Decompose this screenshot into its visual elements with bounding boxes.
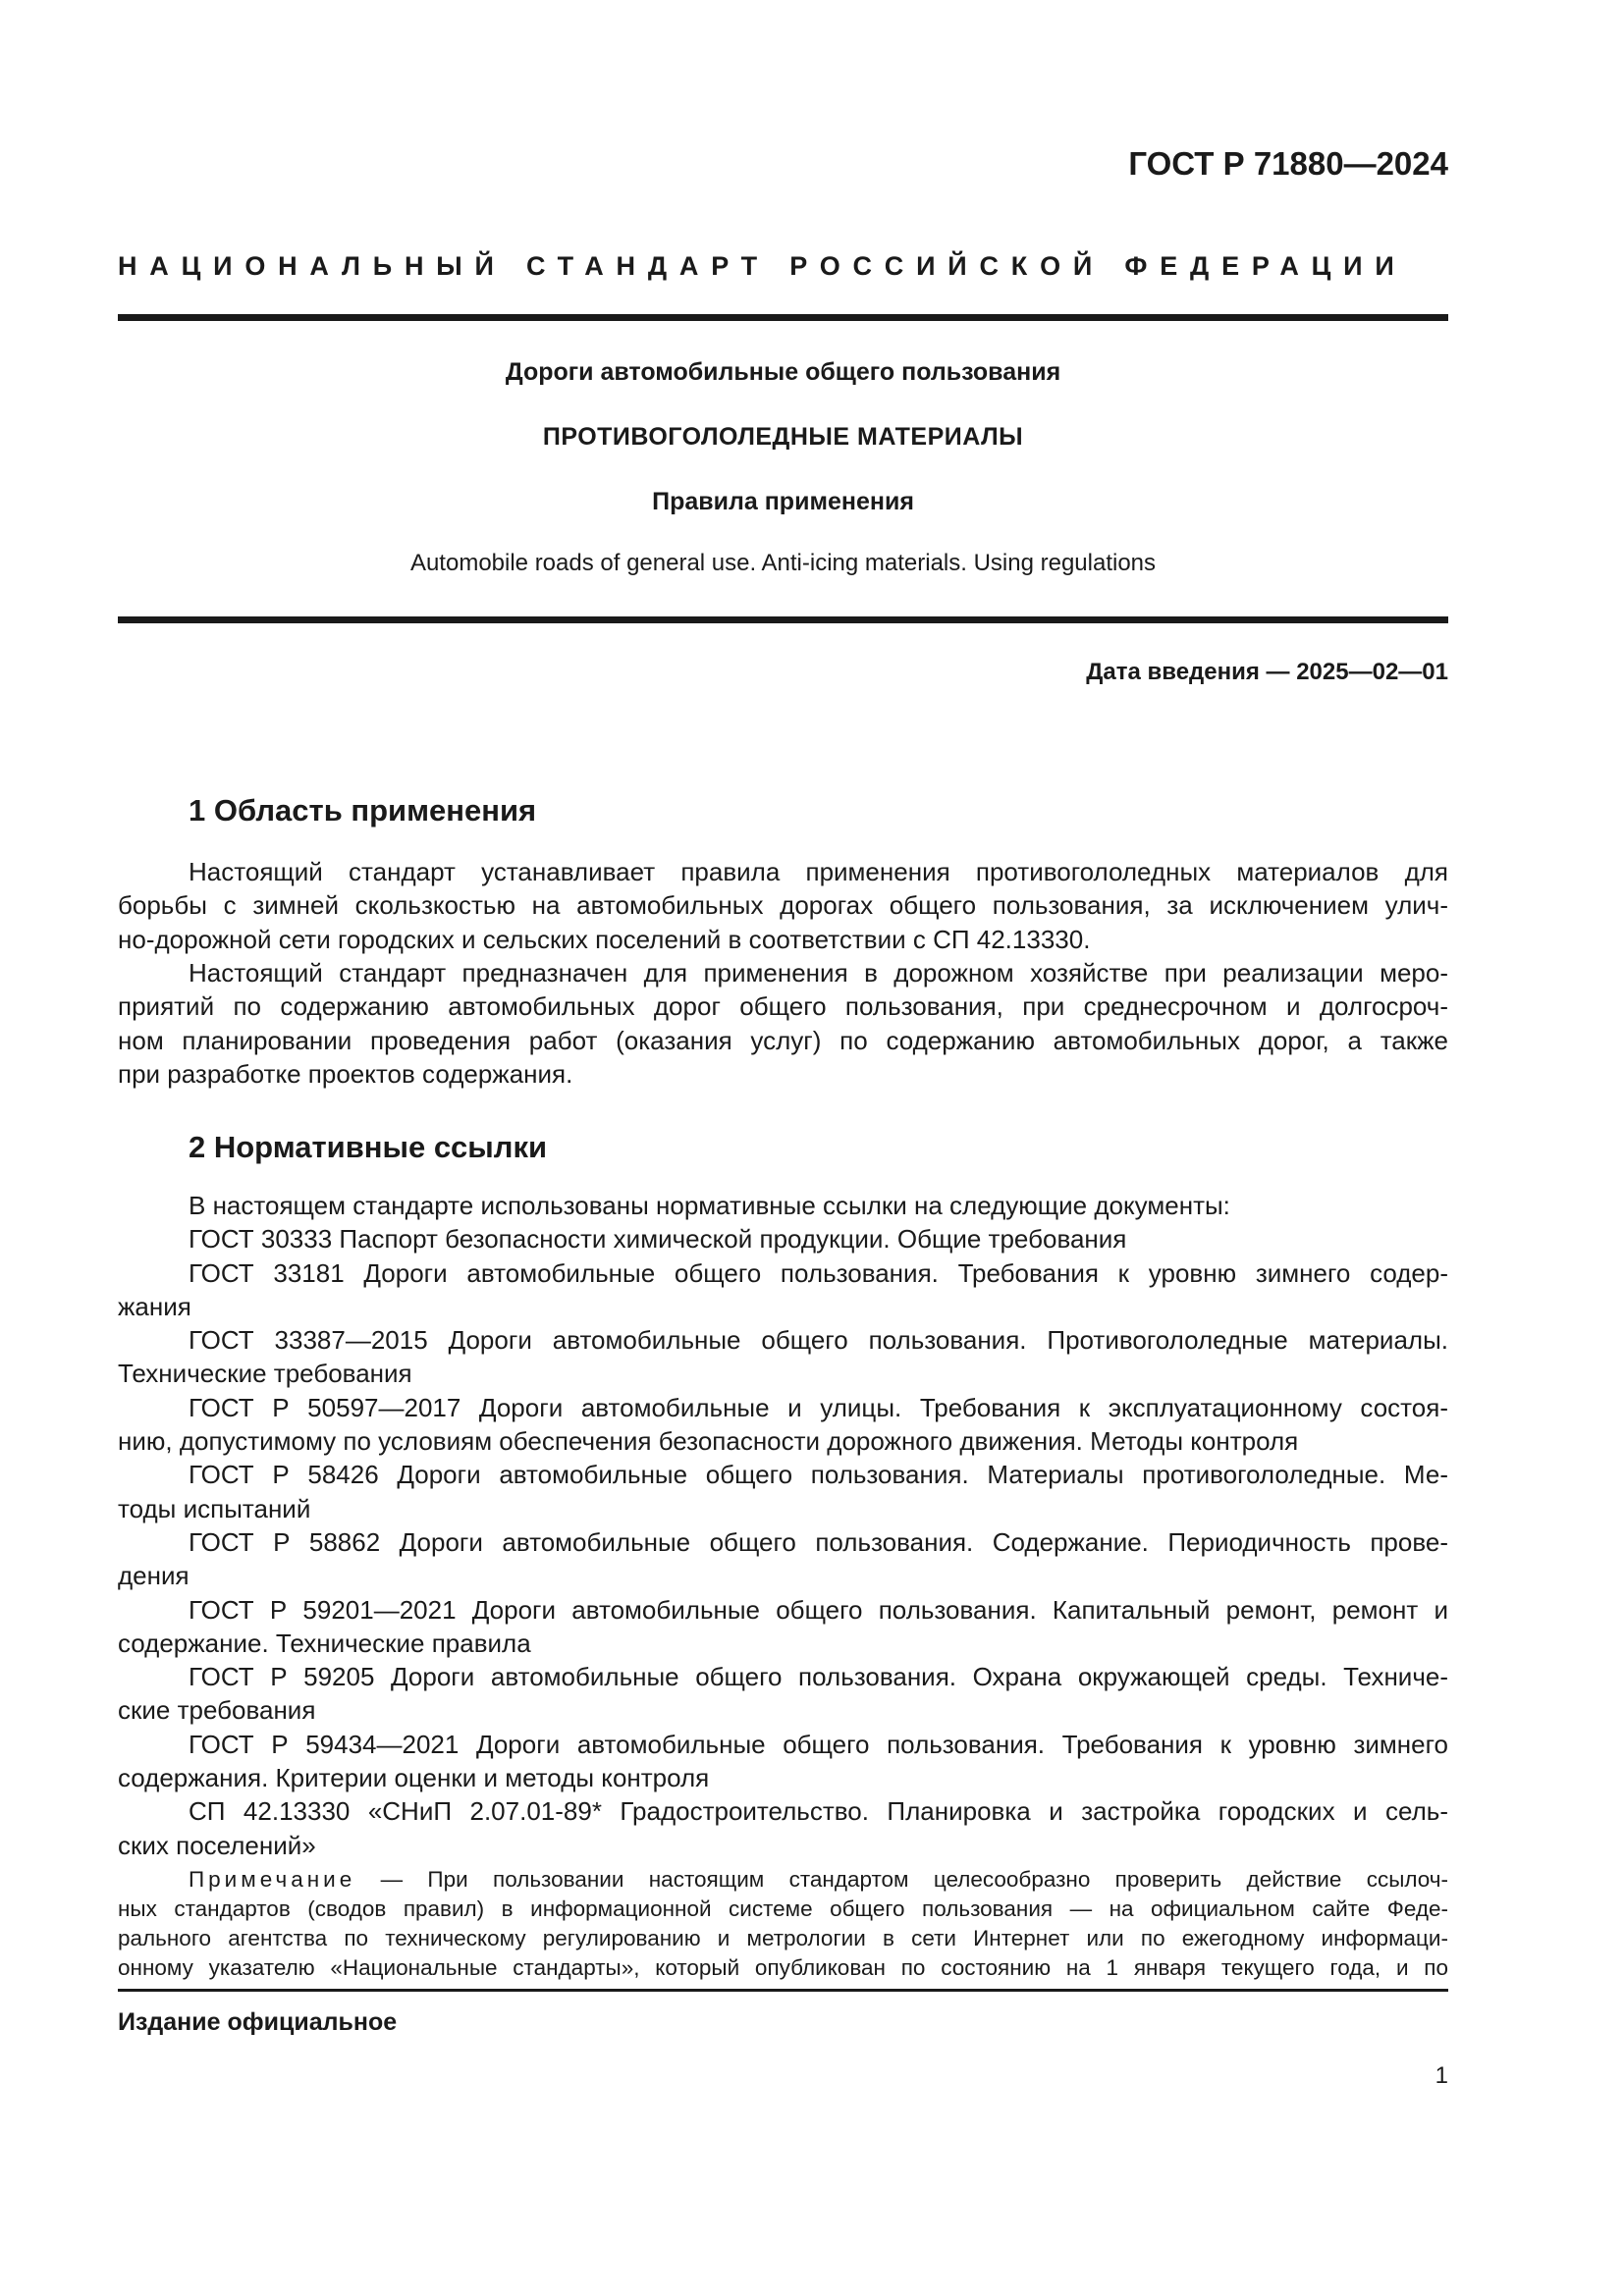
section-1-paragraph-2 [118, 956, 1448, 1091]
title-rule [118, 616, 1448, 623]
text-line: Настоящий стандарт предназначен для применения в дорожном хозяйстве при реализации меро- [189, 958, 1448, 988]
reference-entry-continuation: нию, допустимому по условиям обеспечения безопасности дорожного движения. Методы контроля [118, 1426, 1299, 1457]
reference-entry: СП 42.13330 «СНиП 2.07.01-89* Градостроительство. Планировка и застройка городских и сель- [189, 1796, 1448, 1827]
reference-entry: ГОСТ Р 58426 Дороги автомобильные общего пользования. Материалы противогололедные. Ме- [189, 1460, 1448, 1490]
section-2-heading: 2 Нормативные ссылки [189, 1130, 548, 1164]
reference-entry-continuation: Технические требования [118, 1359, 412, 1389]
text-line: Настоящий стандарт устанавливает правила применения противогололедных материалов для [189, 857, 1448, 886]
reference-entry: ГОСТ Р 59205 Дороги автомобильные общего пользования. Охрана окружающей среды. Техниче- [189, 1662, 1448, 1692]
note-line: ных стандартов (сводов правил) в информационной системе общего пользования — на официальном сайте Феде- [118, 1896, 1448, 1921]
note-text: — При пользовании настоящим стандартом целесообразно проверить действие ссылоч- [355, 1867, 1448, 1892]
reference-entry: ГОСТ Р 50597—2017 Дороги автомобильные и улицы. Требования к эксплуатационному состоя- [189, 1392, 1448, 1422]
reference-entry: ГОСТ Р 58862 Дороги автомобильные общего пользования. Содержание. Периодичность прове- [189, 1526, 1448, 1557]
reference-note [118, 1865, 1448, 1983]
reference-entry: ГОСТ 30333 Паспорт безопасности химической продукции. Общие требования [189, 1224, 1127, 1255]
section-1-heading: 1 Область применения [189, 793, 537, 828]
english-title: Automobile roads of general use. Anti-icing materials. Using regulations [409, 550, 1157, 576]
title-line-2: ПРОТИВОГОЛОЛЕДНЫЕ МАТЕРИАЛЫ [542, 423, 1024, 451]
note-line: онному указателю «Национальные стандарты», который опубликован по состоянию на 1 января текущего года, и по [118, 1955, 1448, 1980]
text-line: приятий по содержанию автомобильных дорог общего пользования, при среднесрочном и долгосроч- [118, 991, 1448, 1022]
reference-entry-continuation: дения [118, 1561, 189, 1591]
reference-entry-continuation: содержание. Технические правила [118, 1628, 531, 1658]
page-number: 1 [1435, 2062, 1448, 2089]
text-line: но-дорожной сети городских и сельских поселений в соответствии с СП 42.13330. [118, 924, 1091, 954]
note-label: Примечание [189, 1867, 356, 1892]
header-rule [118, 314, 1448, 321]
reference-entry-continuation: ские требования [118, 1695, 316, 1726]
title-line-1: Дороги автомобильные общего пользования [505, 358, 1061, 386]
text-line: ном планировании проведения работ (оказания услуг) по содержанию автомобильных дорог, а также [118, 1025, 1448, 1055]
section-1-paragraph-1 [118, 855, 1448, 956]
national-standard-banner: НАЦИОНАЛЬНЫЙ СТАНДАРТ РОССИЙСКОЙ ФЕДЕРАЦИИ [118, 251, 1407, 281]
reference-entry: ГОСТ 33181 Дороги автомобильные общего пользования. Требования к уровню зимнего содер- [189, 1257, 1448, 1288]
note-line [118, 1865, 1448, 1895]
text-line: В настоящем стандарте использованы нормативные ссылки на следующие документы: [189, 1191, 1230, 1220]
text-line: борьбы с зимней скользкостью на автомобильных дорогах общего пользования, за исключением улич- [118, 890, 1448, 921]
note-line: рального агентства по техническому регулированию и метрологии в сети Интернет или по ежегодному информаци- [118, 1926, 1448, 1950]
reference-entry-continuation: содержания. Критерии оценки и методы контроля [118, 1763, 710, 1793]
reference-entry-continuation: жания [118, 1291, 191, 1321]
reference-entry: ГОСТ Р 59434—2021 Дороги автомобильные общего пользования. Требования к уровню зимнего [189, 1729, 1448, 1759]
title-line-3: Правила применения [652, 488, 914, 515]
document-number: ГОСТ Р 71880—2024 [1128, 145, 1448, 182]
normative-references-list [118, 1189, 1448, 1862]
introduction-date: Дата введения — 2025—02—01 [1086, 659, 1448, 685]
reference-entry: ГОСТ 33387—2015 Дороги автомобильные общего пользования. Противогололедные материалы. [189, 1325, 1448, 1356]
footer-rule [118, 1989, 1448, 1992]
official-edition-label: Издание официальное [118, 2008, 398, 2036]
reference-entry-continuation: ских поселений» [118, 1830, 316, 1860]
reference-entry: ГОСТ Р 59201—2021 Дороги автомобильные общего пользования. Капитальный ремонт, ремонт и [189, 1594, 1448, 1625]
text-line: при разработке проектов содержания. [118, 1058, 573, 1089]
reference-entry-continuation: тоды испытаний [118, 1493, 311, 1523]
